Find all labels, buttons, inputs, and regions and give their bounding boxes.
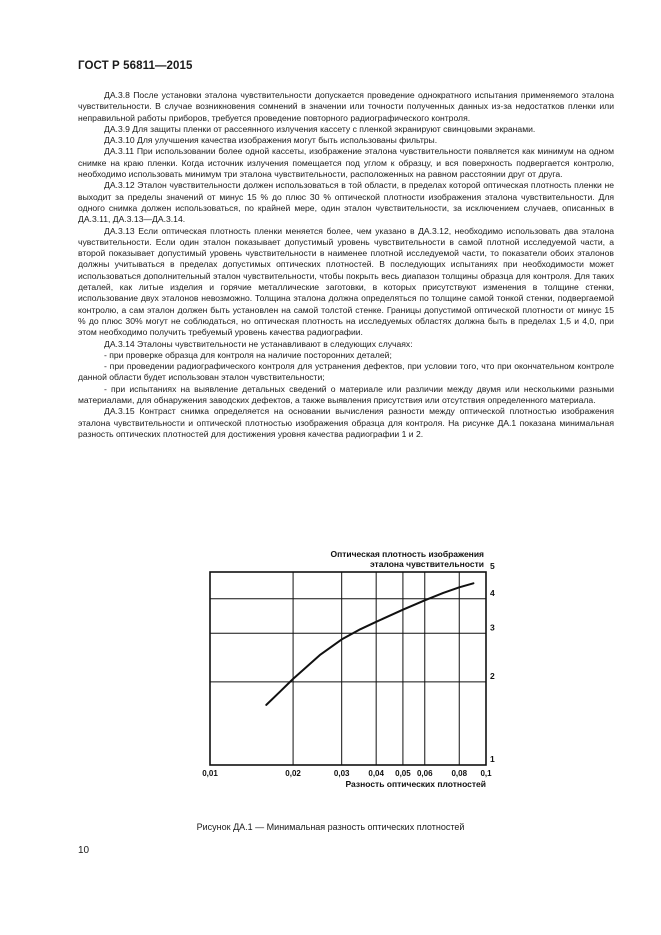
y-tick-label: 4 bbox=[490, 587, 495, 598]
paragraph: ДА.3.13 Если оптическая плотность пленки меняется более, чем указано в ДА.3.12, необходимо использовать два эталона чувствительности. Если один эталон показывает допустимый уровень чувствительности в самой плотной исследуемой части, а второй показывает допустимый уровень чувствительности в наименее плотной исследуемой части, то показатели обоих эталонов должны учитываться в пределах допустимых оптических плотностей. В последующих испытаниях при необходимости может использоваться дополнительный эталон чувствительности, чтобы покрыть весь диапазон толщины образца для контроля. Для таких деталей, как литые изделия и горячие металлические заготовки, в которых присутствуют изменения в толщине стенки, использование двух эталонов невозможно. Толщина эталона должна определяться по толщине самой тонкой стенки, подвергаемой контролю, а сам эталон должен быть установлен на самой толстой стенке. Границы допустимой оптической плотности от минус 15 % до плюс 30% могут не соблюдаться, но оптическая плотность на исследуемых областях должна быть в пределах 1,5 и 4,0, при этом необходимо получить требуемый уровень качества радиографии. bbox=[78, 225, 614, 338]
list-item: - при испытаниях на выявление детальных сведений о материале или различии между двумя или несколькими разными материалами, для обнаружения заводских дефектов, а также выявления присутствия или отсутствия определенного материала. bbox=[78, 383, 614, 406]
paragraph: ДА.3.12 Эталон чувствительности должен использоваться в той области, в пределах которой оптическая плотность пленки не выходит за пределы значений от минус 15 % до плюс 30 % оптической плотности изображения эталона чувствительности. Для одного снимка должен использоваться, по крайней мере, один эталон чувствительности, за исключением случаев, описанных в ДА.3.11, ДА.3.13—ДА.3.14. bbox=[78, 180, 614, 225]
y-axis-label: эталона чувствительности bbox=[369, 559, 484, 569]
y-axis-label: Оптическая плотность изображения bbox=[330, 549, 484, 559]
paragraph: ДА.3.8 После установки эталона чувствительности допускается проведение однократного испытания применяемого эталона чувствительности. В случае возникновения сомнений в значении или точности полученных данных из-за недостатков пленки или неправильной работы приборов, требуется проведение повторного радиографического контроля. bbox=[78, 90, 614, 123]
document-header: ГОСТ Р 56811—2015 bbox=[78, 60, 193, 72]
list-item: - при проведении радиографического контроля для устранения дефектов, при условии того, что при окончательном контроле данной области будет использован эталон чувствительности; bbox=[78, 361, 614, 383]
paragraph: ДА.3.15 Контраст снимка определяется на основании вычисления разности между оптической плотностью изображения эталона чувствительности и оптической плотностью изображения образца для контроля. На рисунке ДА.1 показана минимальная разность оптических плотностей для достижения уровня качества радиографии 1 и 2. bbox=[78, 406, 614, 439]
chart-svg bbox=[196, 548, 506, 798]
x-tick-label: 0,1 bbox=[480, 769, 492, 778]
paragraph: ДА.3.11 При использовании более одной кассеты, изображение эталона чувствительности появляется как минимум на одном снимке на краю пленки. Когда источник излучения помещается под углом к образцу, и вся поверхность подвергается контролю, необходимо использовать минимум три эталона чувствительности, расположенных на равном расстоянии друг от друга. bbox=[78, 146, 614, 180]
y-tick-label: 5 bbox=[490, 561, 495, 571]
figure-chart bbox=[196, 548, 506, 798]
y-tick-label: 2 bbox=[490, 670, 495, 681]
x-tick-label: 0,01 bbox=[202, 769, 218, 778]
series-line bbox=[266, 583, 473, 705]
paragraph: ДА.3.9 Для защиты пленки от рассеянного излучения кассету с пленкой экранируют свинцовыми экранами. bbox=[104, 123, 536, 134]
x-tick-label: 0,02 bbox=[285, 769, 301, 778]
plot-frame bbox=[210, 572, 486, 765]
x-tick-label: 0,08 bbox=[451, 769, 468, 778]
paragraph: ДА.3.14 Эталоны чувствительности не устанавливают в следующих случаях: bbox=[104, 338, 413, 349]
y-tick-label: 3 bbox=[490, 622, 495, 633]
list-item: - при проверке образца для контроля на наличие посторонних деталей; bbox=[104, 349, 392, 360]
page-number: 10 bbox=[78, 845, 90, 856]
x-tick-label: 0,05 bbox=[395, 769, 411, 778]
x-tick-label: 0,06 bbox=[416, 769, 433, 778]
paragraph: ДА.3.10 Для улучшения качества изображения могут быть использованы фильтры. bbox=[104, 135, 438, 146]
x-tick-label: 0,03 bbox=[333, 769, 350, 778]
body-text bbox=[78, 90, 614, 440]
y-tick-label: 1 bbox=[490, 754, 495, 764]
x-tick-label: 0,04 bbox=[368, 769, 384, 778]
x-axis-label: Разность оптических плотностей bbox=[345, 779, 486, 789]
figure-caption: Рисунок ДА.1 — Минимальная разность оптических плотностей bbox=[196, 822, 465, 832]
